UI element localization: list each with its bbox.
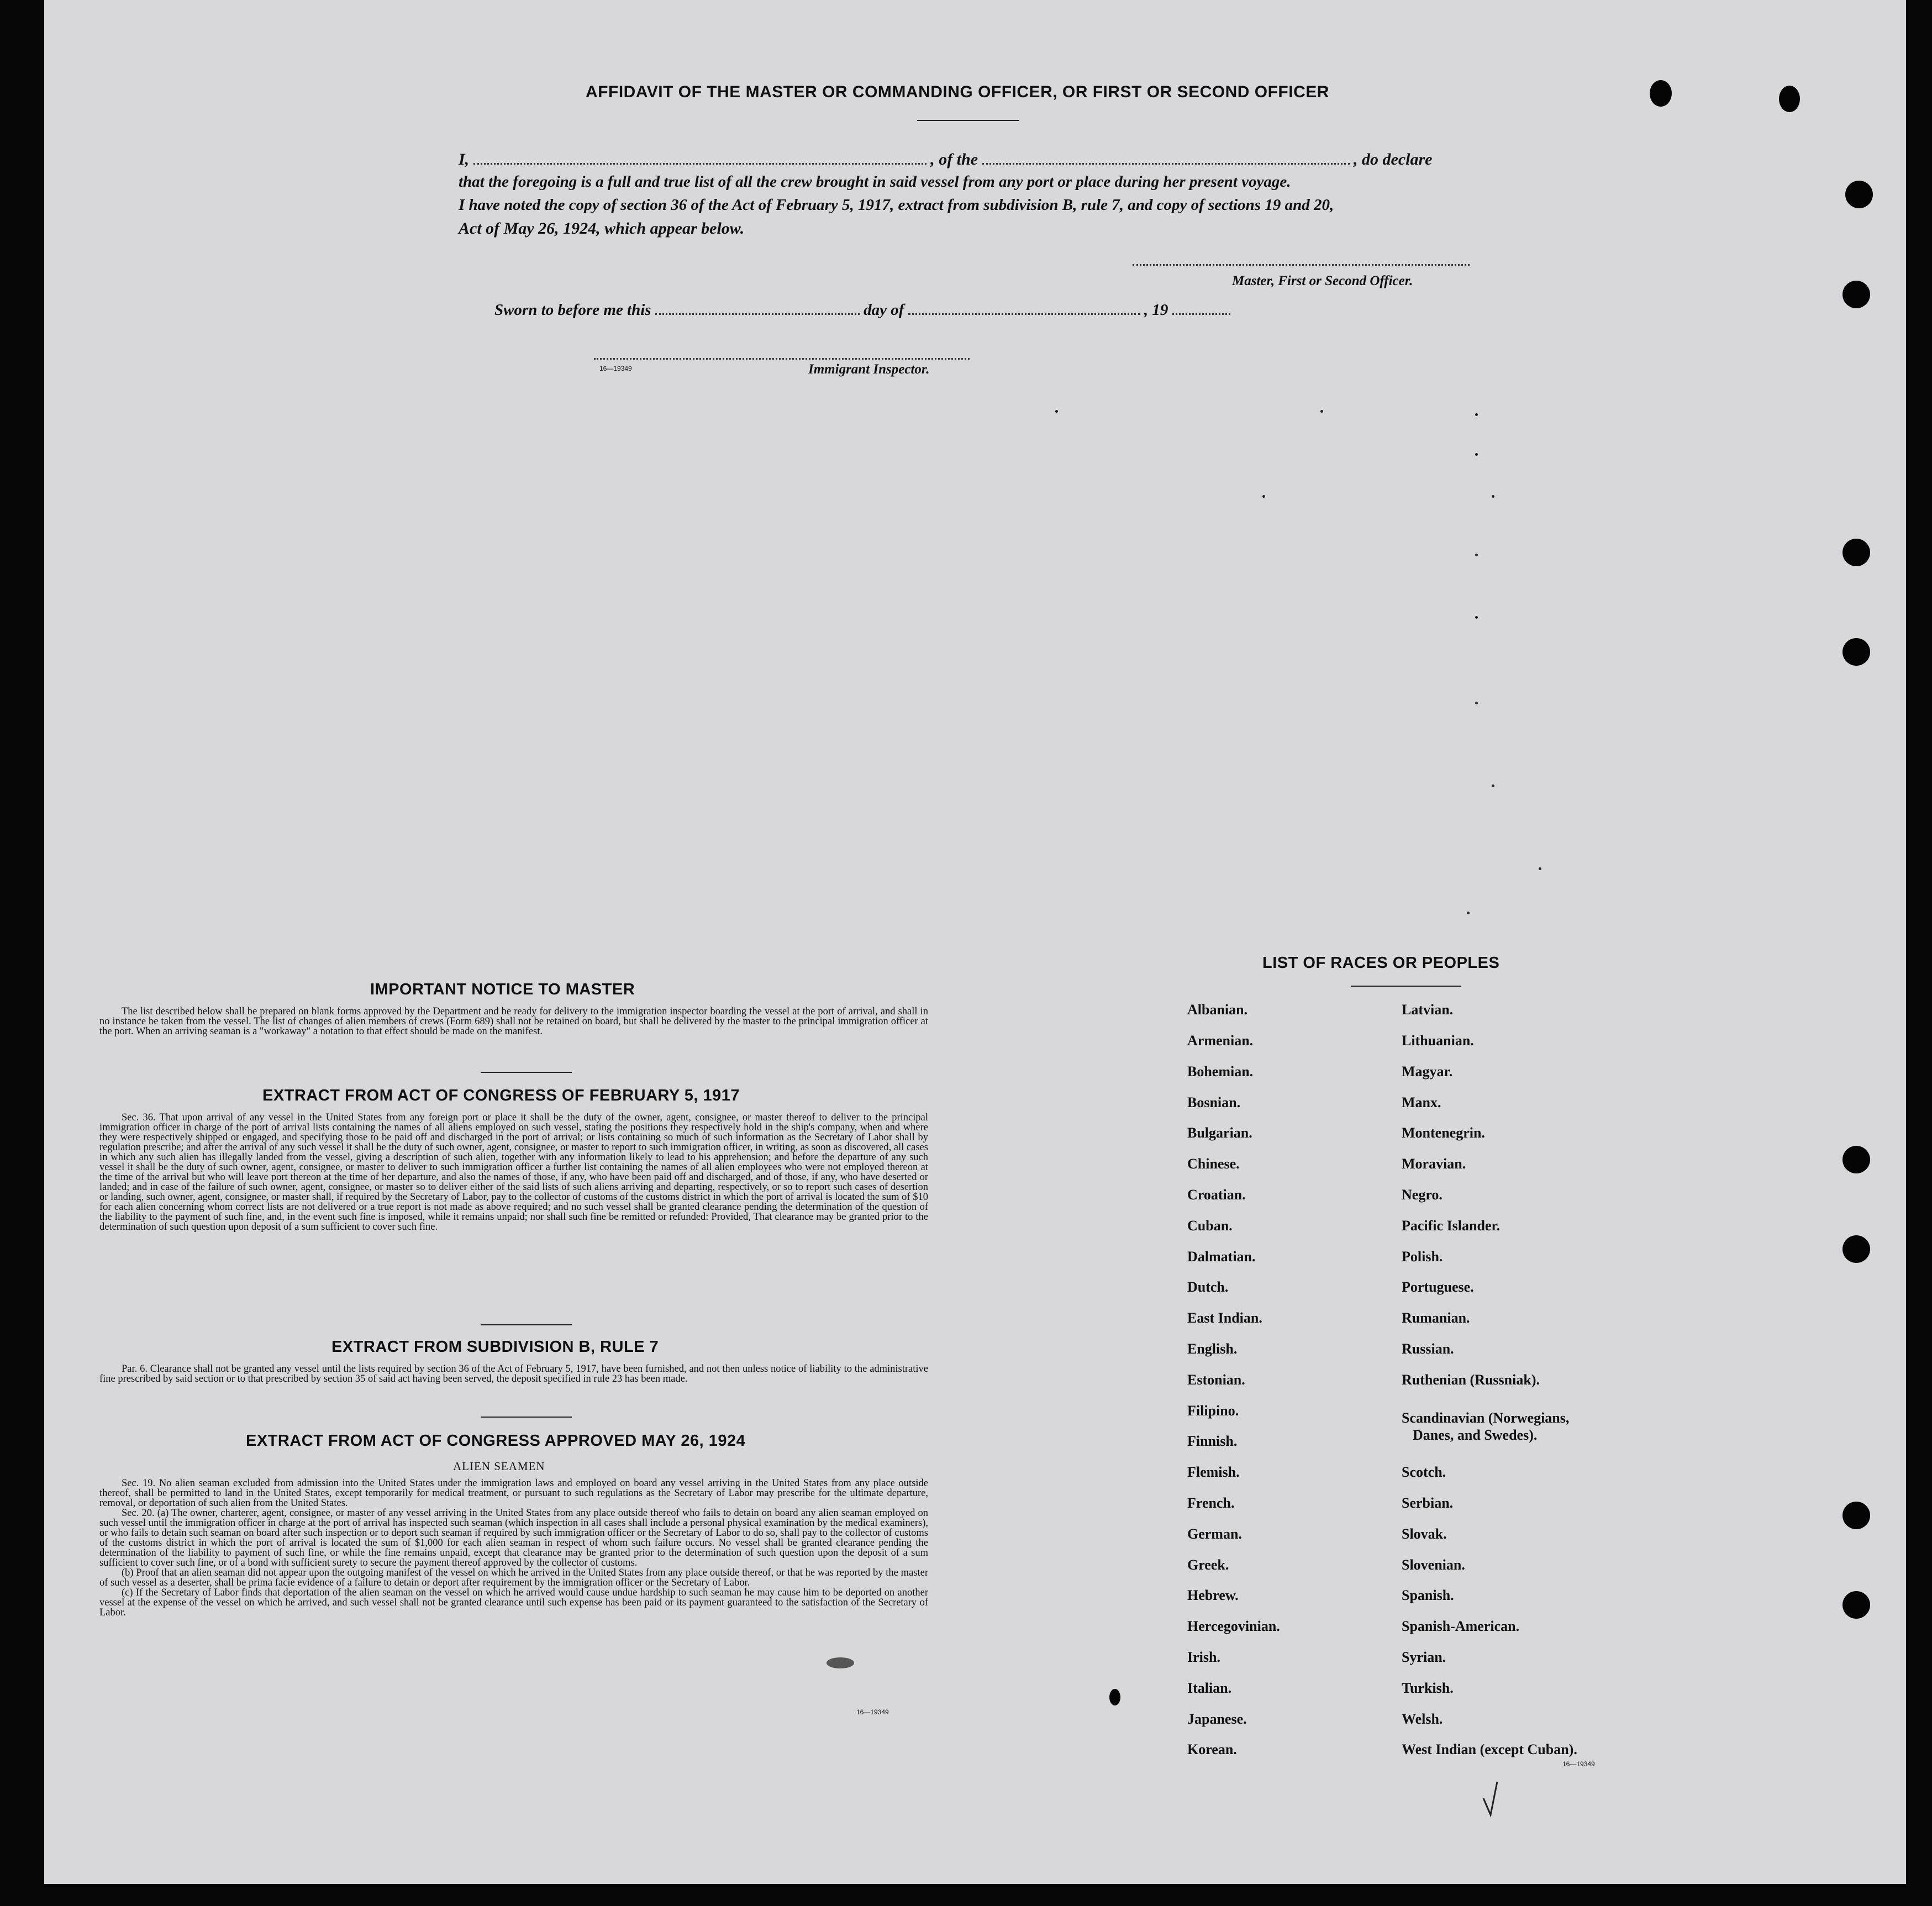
scan-speck <box>1475 554 1478 556</box>
races-title: LIST OF RACES OR PEOPLES <box>1262 954 1500 972</box>
inspector-signature-blank[interactable] <box>594 358 970 360</box>
scan-blot <box>827 1657 854 1668</box>
race-right: Syrian. <box>1402 1649 1446 1665</box>
sec-20a: Sec. 20. (a) The owner, charterer, agent, consignee, or master of any vessel arriving in the United States from any place outside thereof who fails to detain on board any alien seaman employed on such vessel until the immigration officer in charge at the port of arrival has inspected such seaman (which inspection in all cases shall include a personal physical examination by the medical examiners), or who fails to detain such seaman on board after such inspection or to deport such seaman if required by such immigration officer or the Secretary of Labor to do so, shall pay to the collector of customs of the customs district in which the port of arrival is located the sum of $1,000 for each alien seaman in respect of whom such failure occurs. No vessel shall be granted clearance pending the determination of the liability to payment of such fine, or while the fine remains unpaid, except that clearance may be granted prior to the determination of such question upon the deposit of a sum sufficient to cover such fine, or of a bond with sufficient surety to secure the payment thereof approved by the collector of customs. <box>99 1508 928 1568</box>
binder-hole <box>1842 1235 1870 1263</box>
scan-speck <box>1475 413 1478 416</box>
race-right: Manx. <box>1402 1094 1441 1110</box>
race-left: Chinese. <box>1187 1156 1240 1172</box>
race-left: English. <box>1187 1341 1238 1357</box>
race-left: East Indian. <box>1187 1310 1262 1326</box>
sworn-month-blank[interactable] <box>908 301 1140 315</box>
extract-1924-box <box>99 1478 928 1618</box>
race-left: Estonian. <box>1187 1372 1245 1388</box>
race-right: Scandinavian (Norwegians, <box>1402 1410 1570 1426</box>
race-right: Danes, and Swedes). <box>1413 1427 1538 1443</box>
vessel-blank[interactable] <box>982 151 1350 165</box>
race-right: Montenegrin. <box>1402 1125 1485 1141</box>
affidavit-form-code: 16—19349 <box>599 365 632 372</box>
race-right: Welsh. <box>1402 1711 1443 1727</box>
divider-3 <box>481 1417 572 1418</box>
binder-hole <box>1842 539 1870 566</box>
race-left: Italian. <box>1187 1680 1232 1696</box>
race-left: Japanese. <box>1187 1711 1247 1727</box>
scan-speck <box>1539 867 1541 870</box>
race-right: Polish. <box>1402 1249 1443 1265</box>
race-right: West Indian (except Cuban). <box>1402 1741 1577 1757</box>
signature-blank[interactable] <box>1133 264 1470 266</box>
race-right: Ruthenian (Russniak). <box>1402 1372 1540 1388</box>
race-right: Negro. <box>1402 1187 1443 1203</box>
affidavit-line-3: I have noted the copy of section 36 of the Act of February 5, 1917, extract from subdivision B, rule 7, and copy of sections 19 and 20, <box>459 196 1334 214</box>
race-right: Spanish-American. <box>1402 1618 1520 1634</box>
extract-1924-title: EXTRACT FROM ACT OF CONGRESS APPROVED MAY 26, 1924 <box>246 1432 746 1450</box>
scan-speck <box>1492 495 1494 498</box>
race-left: Bulgarian. <box>1187 1125 1252 1141</box>
binder-hole <box>1842 1146 1870 1173</box>
scan-speck <box>1467 912 1470 914</box>
races-form-code: 16—19349 <box>1562 1760 1595 1768</box>
race-left: Filipino. <box>1187 1403 1239 1419</box>
race-left: Armenian. <box>1187 1033 1254 1049</box>
extract-form-code: 16—19349 <box>856 1708 889 1716</box>
sec-20c: (c) If the Secretary of Labor finds that deportation of the alien seaman on the vessel on which he arrived would cause undue hardship to such seaman he may cause him to be deported on another vessel at the expense of the vessel on which he arrived, and such vessel shall not be granted clearance until such expense has been paid or its payment guaranteed to the satisfaction of the Secretary of Labor. <box>99 1587 928 1618</box>
binder-hole <box>1845 181 1873 208</box>
scan-blot <box>1109 1689 1120 1705</box>
race-left: Albanian. <box>1187 1002 1248 1018</box>
scan-speck <box>1475 453 1478 456</box>
race-right: Russian. <box>1402 1341 1454 1357</box>
race-left: Cuban. <box>1187 1218 1233 1234</box>
scan-speck <box>1055 410 1058 413</box>
name-blank[interactable] <box>473 151 926 165</box>
signature-label: Master, First or Second Officer. <box>1232 273 1413 288</box>
race-right: Pacific Islander. <box>1402 1218 1501 1234</box>
scan-speck <box>1492 784 1494 787</box>
binder-hole <box>1842 281 1870 308</box>
race-left: Bohemian. <box>1187 1063 1254 1080</box>
sec-20b: (b) Proof that an alien seaman did not appear upon the outgoing manifest of the vessel on which he arrived in the United States from any place outside thereof, or that he was reported by the master of such vessel as a deserter, shall be prima facie evidence of a failure to detain or deport after requirement by the immigration officer or the Secretary of Labor. <box>99 1567 928 1588</box>
notice-body: The list described below shall be prepared on blank forms approved by the Department and be ready for delivery to the immigration inspector boarding the vessel at the port of arrival, and shall in no instance be taken from the vessel. The list of changes of alien members of crews (Form 689) shall not be retained on board, but shall be delivered by the master to the principal immigration officer at the port. When an arriving seaman is a "workaway" a notation to that effect should be made on the manifest. <box>99 1006 928 1037</box>
race-left: Dalmatian. <box>1187 1249 1256 1265</box>
sworn-date-blank[interactable] <box>655 301 860 315</box>
extract-rule7-body: Par. 6. Clearance shall not be granted any vessel until the lists required by section 36 of the Act of February 5, 1917, have been furnished, and not then unless notice of liability to the administrative fine prescribed by said section or to that prescribed by section 35 of said act having been served, the deposit specified in rule 23 has been made. <box>99 1363 928 1384</box>
extract-1917-title: EXTRACT FROM ACT OF CONGRESS OF FEBRUARY 5, 1917 <box>262 1087 740 1104</box>
race-right: Portuguese. <box>1402 1279 1474 1295</box>
sworn-line: Sworn to before me this day of , 19 <box>494 301 1230 319</box>
race-right: Magyar. <box>1402 1063 1453 1080</box>
race-left: German. <box>1187 1526 1242 1542</box>
race-left: Finnish. <box>1187 1433 1238 1449</box>
binder-hole <box>1842 638 1870 666</box>
race-right: Serbian. <box>1402 1495 1454 1511</box>
sec-19: Sec. 19. No alien seaman excluded from admission into the United States under the immigration laws and employed on board any vessel arriving in the United States from any place outside thereof, shall be permitted to land in the United States, except temporarily for medical treatment, or pursuant to such regulations as the Secretary of Labor may prescribe for the ultimate departure, removal, or deportation of such alien from the United States. <box>99 1478 928 1509</box>
race-left: French. <box>1187 1495 1235 1511</box>
extract-1924-subtitle: ALIEN SEAMEN <box>453 1460 545 1473</box>
race-left: Irish. <box>1187 1649 1220 1665</box>
sworn-year-blank[interactable] <box>1172 301 1230 315</box>
race-right: Rumanian. <box>1402 1310 1470 1326</box>
affidavit-line-4: Act of May 26, 1924, which appear below. <box>459 219 745 238</box>
scan-speck <box>1320 410 1323 413</box>
check-mark-icon <box>1481 1776 1508 1820</box>
affidavit-line-1: I, , of the , do declare <box>459 150 1433 169</box>
binder-hole <box>1650 80 1672 107</box>
race-right: Lithuanian. <box>1402 1033 1474 1049</box>
extract-1917-box <box>99 1113 928 1232</box>
race-right: Latvian. <box>1402 1002 1454 1018</box>
race-right: Moravian. <box>1402 1156 1466 1172</box>
race-left: Bosnian. <box>1187 1094 1241 1110</box>
affidavit-line-2: that the foregoing is a full and true list of all the crew brought in said vessel from any port or place during her present voyage. <box>459 173 1291 191</box>
race-left: Flemish. <box>1187 1464 1240 1480</box>
scan-speck <box>1475 616 1478 619</box>
divider-1 <box>481 1072 572 1073</box>
notice-body-box <box>99 1007 928 1036</box>
race-left: Hebrew. <box>1187 1587 1239 1603</box>
race-right: Slovenian. <box>1402 1557 1465 1573</box>
race-right: Scotch. <box>1402 1464 1446 1480</box>
race-left: Korean. <box>1187 1741 1237 1757</box>
binder-hole <box>1842 1502 1870 1529</box>
race-left: Greek. <box>1187 1557 1229 1573</box>
scan-speck <box>1475 702 1478 704</box>
title-underline <box>917 120 1019 121</box>
affidavit-title: AFFIDAVIT OF THE MASTER OR COMMANDING OFFICER, OR FIRST OR SECOND OFFICER <box>586 83 1329 101</box>
extract-rule7-box <box>99 1364 928 1384</box>
race-left: Croatian. <box>1187 1187 1246 1203</box>
binder-hole <box>1779 86 1800 112</box>
races-underline <box>1351 986 1461 987</box>
inspector-label: Immigrant Inspector. <box>808 362 930 377</box>
divider-2 <box>481 1324 572 1325</box>
scan-speck <box>1262 495 1265 498</box>
form-page <box>44 0 1906 1884</box>
race-right: Slovak. <box>1402 1526 1447 1542</box>
race-right: Turkish. <box>1402 1680 1454 1696</box>
extract-rule7-title: EXTRACT FROM SUBDIVISION B, RULE 7 <box>331 1338 659 1356</box>
notice-title: IMPORTANT NOTICE TO MASTER <box>370 981 635 998</box>
race-left: Hercegovinian. <box>1187 1618 1280 1634</box>
extract-1917-body: Sec. 36. That upon arrival of any vessel in the United States from any foreign port or place it shall be the duty of the owner, agent, consignee, or master thereof to deliver to the principal immigration officer in charge of the port of arrival lists containing the names of all aliens employed on such vessel, stating the positions they respectively hold in the ship's company, when and where they were respectively shipped or engaged, and specifying those to be paid off and discharged in the port of arrival; or lists containing so much of such information as the Secretary of Labor shall by regulation prescribe; and after the arrival of any such vessel it shall be the duty of such owner, agent, consignee, or master to report to such immigration officer, in writing, as soon as discovered, all cases in which any such alien has illegally landed from the vessel, giving a description of such alien, together with any information likely to lead to his apprehension; and before the departure of any such vessel it shall be the duty of such owner, agent, consignee, or master to deliver to such immigration officer a further list containing the names of all alien employees who were not employed thereon at the time of the arrival but who will leave port thereon at the time of her departure, and also the names of those, if any, who have been paid off and discharged, and of those, if any, who have deserted or landed; and in case of the failure of such owner, agent, consignee, or master so to deliver either of the said lists of such aliens arriving and departing, respectively, or so to report such cases of desertion or landing, such owner, agent, consignee, or master shall, if required by the Secretary of Labor, pay to the collector of customs of the customs district in which the port of arrival is located the sum of $10 for each alien concerning whom correct lists are not delivered or a true report is not made as above required; and no such vessel shall be granted clearance pending the determination of the question of the liability to the payment of such fine, and, in the event such fine is imposed, while it remains unpaid; nor shall such fine be remitted or refunded: Provided, That clearance may be granted prior to the determination of such question upon deposit of a sum sufficient to cover such fine. <box>99 1112 928 1233</box>
race-left: Dutch. <box>1187 1279 1229 1295</box>
binder-hole <box>1842 1591 1870 1619</box>
race-right: Spanish. <box>1402 1587 1454 1603</box>
